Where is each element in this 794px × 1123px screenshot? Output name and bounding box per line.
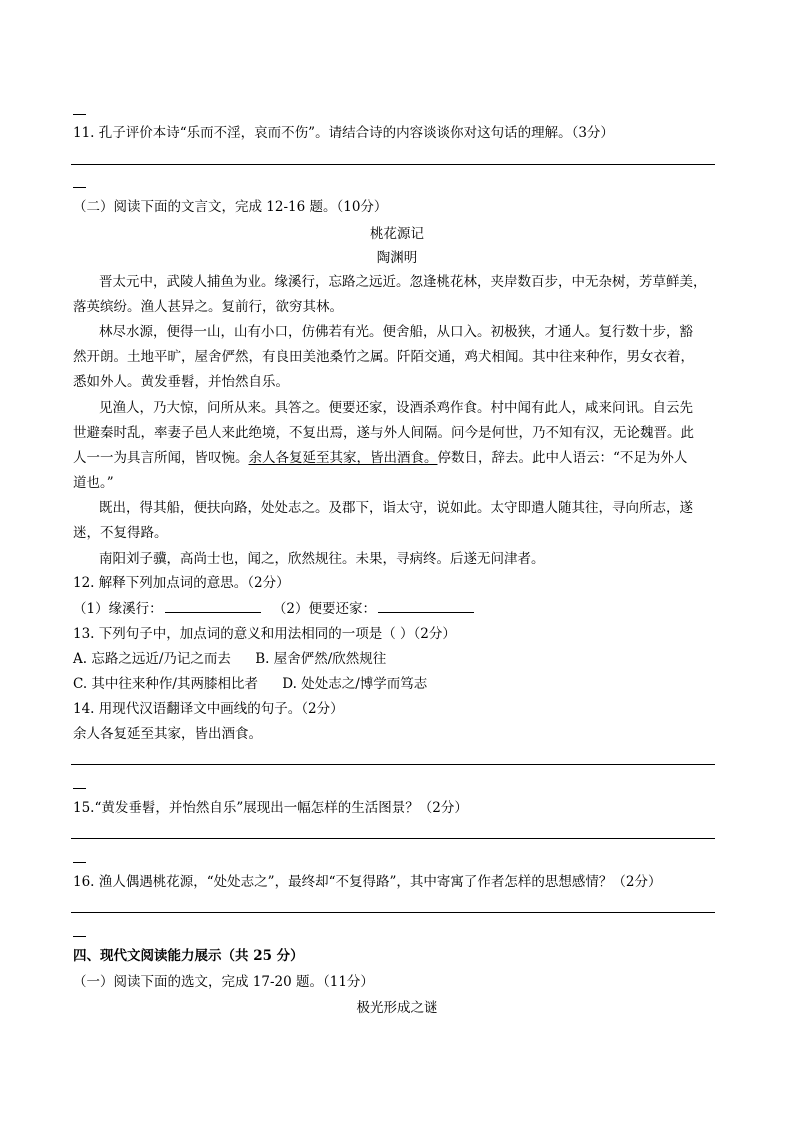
paragraph-3-text: 人一一为具言所闻，皆叹惋。 [73,450,249,466]
paragraph-4-line: 迷，不复得路。 [73,525,168,541]
answer-line-end [73,936,86,937]
q13-options-row [73,674,427,694]
question-12-items [73,599,476,619]
q13-option-b[interactable]: B. 屋舍俨然/欣然规往 [255,651,387,667]
passage-2-title: 极光形成之谜 [356,1000,438,1016]
question-12: 12. 解释下列加点词的意思。（2分） [73,575,290,591]
q14-sentence: 余人各复延至其家，皆出酒食。 [73,726,262,742]
paragraph-3-line [73,448,687,468]
question-14: 14. 用现代汉语翻译文中画线的句子。（2分） [73,701,344,717]
passage-title: 桃花源记 [370,226,424,242]
q13-option-d[interactable]: D. 处处志之/博学而笃志 [282,676,428,692]
paragraph-3-line: 见渔人，乃大惊，问所从来。具答之。便要还家，设酒杀鸡作食。村中闻有此人，咸来问讯。自云先 [99,400,693,416]
answer-line-end [73,788,86,789]
question-15: 15.“黄发垂髫，并怡然自乐”展现出一幅怎样的生活图景？（2分） [73,800,468,816]
passage-author: 陶渊明 [376,250,418,266]
q13-options-row [73,649,386,669]
answer-line-end [73,114,86,115]
paragraph-2-line: 然开朗。土地平旷，屋舍俨然，有良田美池桑竹之属。阡陌交通，鸡犬相闻。其中往来种作，男女衣着， [73,349,694,365]
answer-line-end [73,862,86,863]
answer-line[interactable] [71,764,715,765]
underlined-sentence: 余人各复延至其家，皆出酒食。 [248,450,438,466]
section-4-intro: （一）阅读下面的选文，完成 17-20 题。（11分） [73,974,374,990]
answer-line[interactable] [71,838,715,839]
paragraph-5-line: 南阳刘子骥，高尚士也，闻之，欣然规往。未果，寻病终。后遂无问津者。 [99,551,545,567]
q13-option-c[interactable]: C. 其中往来种作/其两膝相比者 [73,676,258,692]
question-11: 11. 孔子评价本诗“乐而不淫，哀而不伤”。请结合诗的内容谈谈你对这句话的理解。（3分） [73,125,614,141]
section-4-title: 四、现代文阅读能力展示（共 25 分） [73,948,304,964]
q12-item-1: （1）缘溪行： [73,601,163,617]
paragraph-1-line: 落英缤纷。渔人甚异之。复前行，欲穷其林。 [73,299,343,315]
paragraph-1-line: 晋太元中，武陵人捕鱼为业。缘溪行，忘路之远近。忽逢桃花林，夹岸数百步，中无杂树，芳草鲜美， [99,274,707,290]
paragraph-3-line: 道也。” [73,475,114,491]
answer-line[interactable] [71,164,715,165]
q13-option-a[interactable]: A. 忘路之远近/乃记之而去 [73,651,231,667]
paragraph-4-line: 既出，得其船，便扶向路，处处志之。及郡下，诣太守，说如此。太守即遣人随其往，寻向所志，遂 [99,500,693,516]
q12-answer-blank-1[interactable] [165,611,261,613]
question-16: 16. 渔人偶遇桃花源，“处处志之”，最终却“不复得路”，其中寄寓了作者怎样的思想感情？（2分） [73,874,662,890]
answer-line[interactable] [71,912,715,913]
paragraph-2-line: 林尽水源，便得一山，山有小口，仿佛若有光。便舍船，从口入。初极狭，才通人。复行数十步，豁 [99,324,693,340]
paragraph-3-text: 停数日，辞去。此中人语云：“不足为外人 [437,450,688,466]
paragraph-2-line: 悉如外人。黄发垂髫，并怡然自乐。 [73,374,289,390]
q12-answer-blank-2[interactable] [378,611,474,613]
answer-line-end [73,187,86,188]
section-2-intro: （二）阅读下面的文言文，完成 12-16 题。（10分） [73,199,388,215]
paragraph-3-line: 世避秦时乱，率妻子邑人来此绝境，不复出焉，遂与外人间隔。问今是何世，乃不知有汉，无论魏晋。此 [73,425,694,441]
q12-item-2: （2）便要还家： [272,601,376,617]
question-13: 13. 下列句子中，加点词的意义和用法相同的一项是（ ）（2分） [73,626,456,642]
